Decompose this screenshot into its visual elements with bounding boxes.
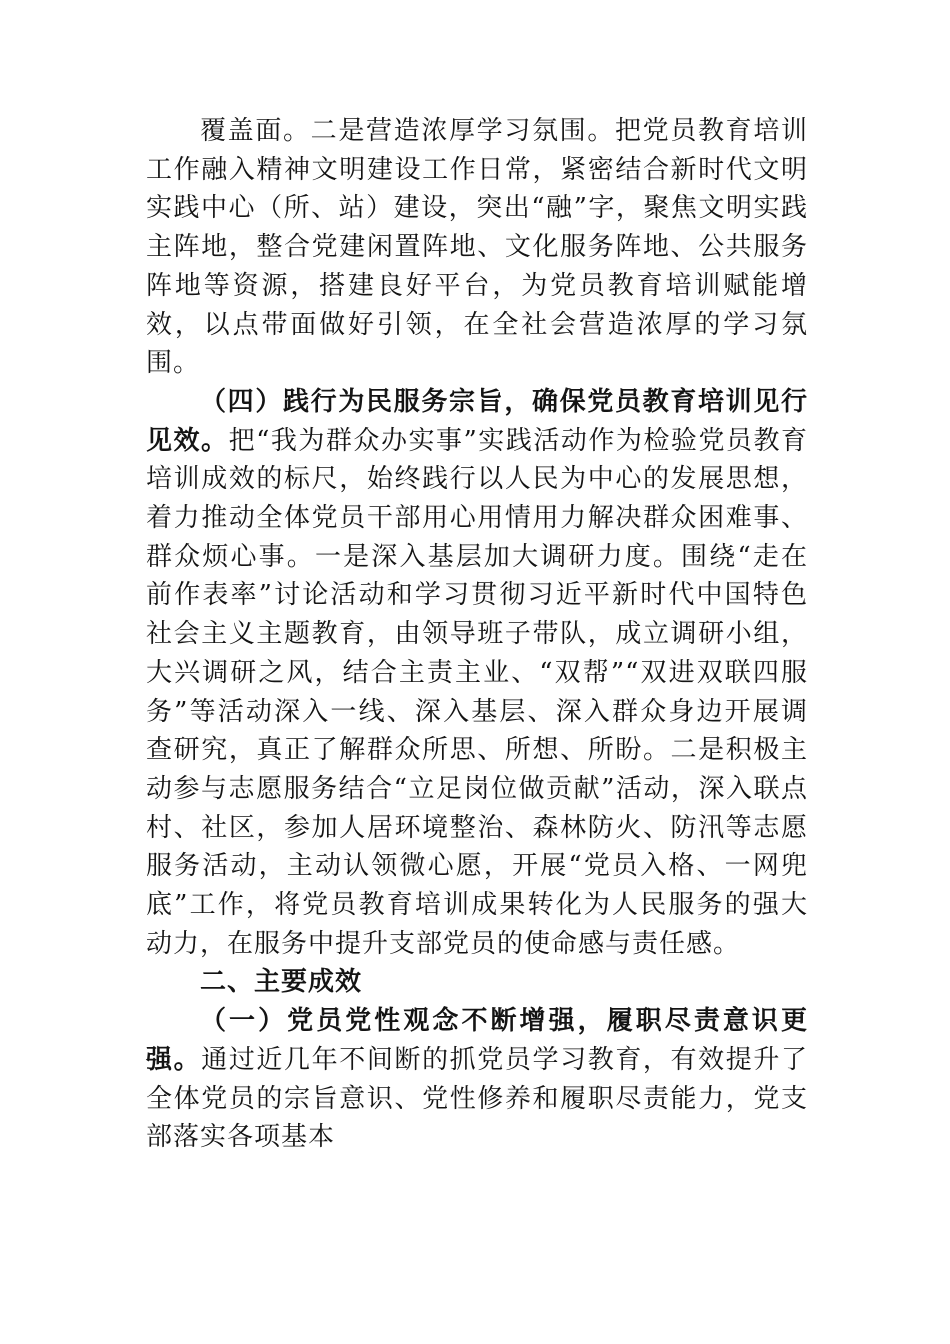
paragraph-2 [146,383,808,964]
paragraph-2-lead: （四）践行为民服务宗旨，确保党员教育培训见行见效。 [146,386,808,456]
section-heading: 二、主要成效 [200,967,363,998]
paragraph-2-text: 把“我为群众办实事”实践活动作为检验党员教育培训成效的标尺，始终践行以人民为中心的发展思想，着力推动全体党员干部用心用情用力解决群众困难事、群众烦心事。一是深入基层加大调研力度。围绕“走在前作表率”讨论活动和学习贯彻习近平新时代中国特色社会主义主题教育，由领导班子带队，成立调研小组，大兴调研之风，结合主责主业、“双帮”“双进双联四服务”等活动深入一线、深入基层、深入群众身边开展调查研究，真正了解群众所思、所想、所盼。二是积极主动参与志愿服务结合“立足岗位做贡献”活动，深入联点村、社区，参加人居环境整治、森林防火、防汛等志愿服务活动，主动认领微心愿，开展“党员入格、一网兜底”工作，将党员教育培训成果转化为人民服务的强大动力，在服务中提升支部党员的使命感与责任感。 [146,425,808,959]
paragraph-3-text: 通过近几年不间断的抓党员学习教育，有效提升了全体党员的宗旨意识、党性修养和履职尽责能力，党支部落实各项基本 [146,1044,808,1153]
document-body [146,112,808,1157]
paragraph-3 [146,1002,808,1157]
paragraph-1 [146,112,808,383]
paragraph-1-text: 覆盖面。二是营造浓厚学习氛围。把党员教育培训工作融入精神文明建设工作日常，紧密结合新时代文明实践中心（所、站）建设，突出“融”字，聚焦文明实践主阵地，整合党建闲置阵地、文化服务阵地、公共服务阵地等资源，搭建良好平台，为党员教育培训赋能增效，以点带面做好引领，在全社会营造浓厚的学习氛围。 [146,116,808,379]
paragraph-3-lead: （一）党员党性观念不断增强，履职尽责意识更强。 [146,1006,808,1075]
